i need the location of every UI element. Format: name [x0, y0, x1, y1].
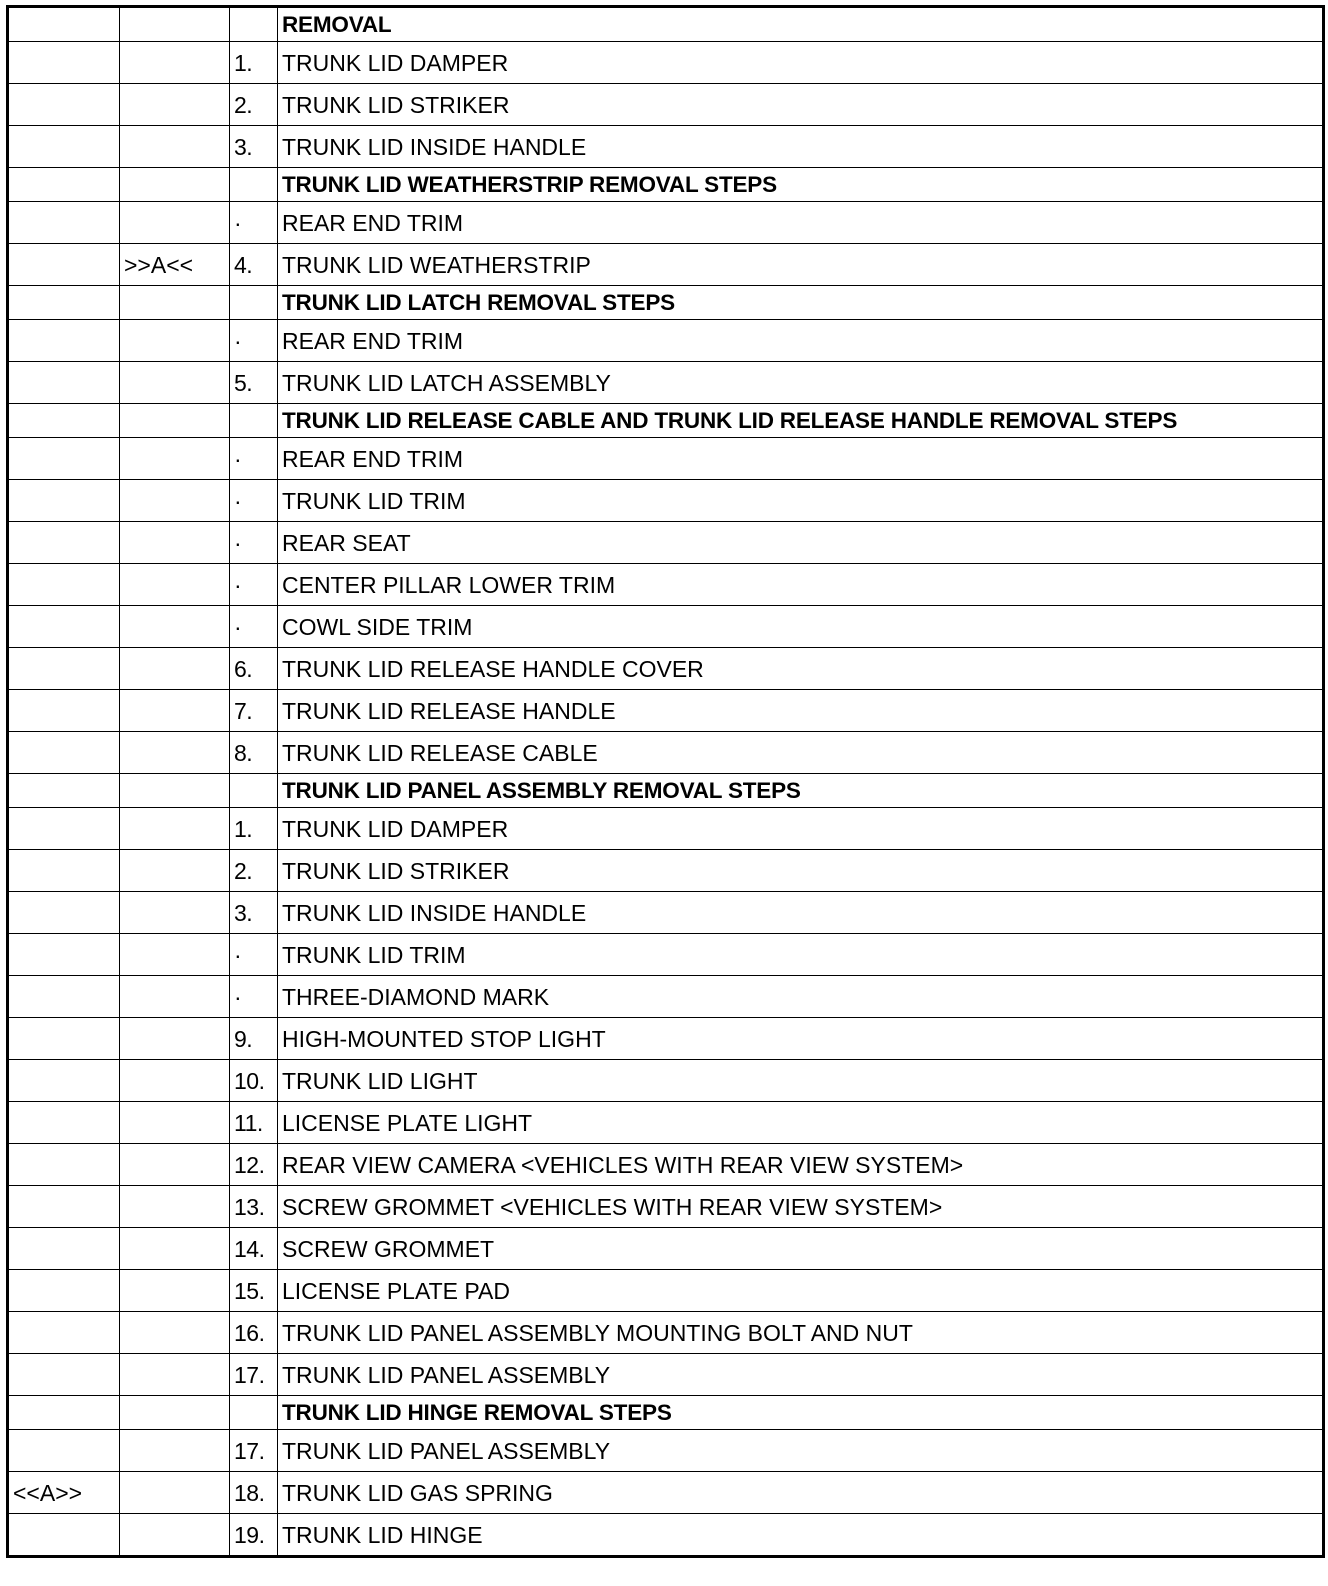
step-number-cell: 17. [230, 1354, 278, 1396]
step-number-cell [230, 1396, 278, 1430]
step-description-cell: TRUNK LID HINGE REMOVAL STEPS [278, 1396, 1324, 1430]
left-note-cell [8, 320, 120, 362]
step-description-cell: TRUNK LID TRIM [278, 480, 1324, 522]
table-body [8, 7, 1324, 1557]
table-row [8, 1514, 1324, 1557]
step-number-cell: 9. [230, 1018, 278, 1060]
left-note-cell [8, 892, 120, 934]
step-number-cell: 3. [230, 892, 278, 934]
mid-note-cell [120, 564, 230, 606]
mid-note-cell [120, 1228, 230, 1270]
step-number-cell: · [230, 438, 278, 480]
mid-note-cell [120, 1354, 230, 1396]
section-heading-row [8, 1396, 1324, 1430]
step-description-cell: TRUNK LID RELEASE HANDLE [278, 690, 1324, 732]
table-row [8, 1228, 1324, 1270]
mid-note-cell [120, 7, 230, 42]
mid-note-cell [120, 934, 230, 976]
step-description-cell: TRUNK LID PANEL ASSEMBLY MOUNTING BOLT AND NUT [278, 1312, 1324, 1354]
table-row [8, 480, 1324, 522]
left-note-cell [8, 850, 120, 892]
mid-note-cell [120, 1060, 230, 1102]
step-description-cell: SCREW GROMMET <VEHICLES WITH REAR VIEW SYSTEM> [278, 1186, 1324, 1228]
step-number-cell: 7. [230, 690, 278, 732]
table-row [8, 1472, 1324, 1514]
left-note-cell [8, 362, 120, 404]
left-note-cell [8, 84, 120, 126]
mid-note-cell [120, 202, 230, 244]
mid-note-cell [120, 1270, 230, 1312]
left-note-cell [8, 976, 120, 1018]
step-number-cell: 14. [230, 1228, 278, 1270]
step-description-cell: TRUNK LID TRIM [278, 934, 1324, 976]
section-heading-row [8, 404, 1324, 438]
step-number-cell: 2. [230, 84, 278, 126]
left-note-cell [8, 732, 120, 774]
step-description-cell: TRUNK LID LATCH ASSEMBLY [278, 362, 1324, 404]
table-row [8, 1144, 1324, 1186]
step-description-cell: TRUNK LID RELEASE CABLE [278, 732, 1324, 774]
left-note-cell [8, 1144, 120, 1186]
table-row [8, 320, 1324, 362]
table-row [8, 1102, 1324, 1144]
step-number-cell: 18. [230, 1472, 278, 1514]
step-number-cell: · [230, 976, 278, 1018]
table-row [8, 648, 1324, 690]
mid-note-cell [120, 320, 230, 362]
step-description-cell: COWL SIDE TRIM [278, 606, 1324, 648]
step-number-cell: 1. [230, 808, 278, 850]
left-note-cell [8, 1186, 120, 1228]
step-description-cell: TRUNK LID LATCH REMOVAL STEPS [278, 286, 1324, 320]
mid-note-cell [120, 1144, 230, 1186]
step-description-cell: REAR VIEW CAMERA <VEHICLES WITH REAR VIEW SYSTEM> [278, 1144, 1324, 1186]
left-note-cell [8, 404, 120, 438]
mid-note-cell [120, 1396, 230, 1430]
left-note-cell [8, 564, 120, 606]
mid-note-cell [120, 480, 230, 522]
mid-note-cell [120, 976, 230, 1018]
table-row [8, 1060, 1324, 1102]
mid-note-cell: >>A<< [120, 244, 230, 286]
step-number-cell: 2. [230, 850, 278, 892]
left-note-cell [8, 1312, 120, 1354]
left-note-cell [8, 168, 120, 202]
table-row [8, 522, 1324, 564]
step-description-cell: SCREW GROMMET [278, 1228, 1324, 1270]
step-description-cell: THREE-DIAMOND MARK [278, 976, 1324, 1018]
left-note-cell [8, 1102, 120, 1144]
left-note-cell [8, 480, 120, 522]
step-number-cell [230, 404, 278, 438]
step-number-cell [230, 286, 278, 320]
step-description-cell: REMOVAL [278, 7, 1324, 42]
step-description-cell: TRUNK LID GAS SPRING [278, 1472, 1324, 1514]
mid-note-cell [120, 168, 230, 202]
left-note-cell [8, 42, 120, 84]
left-note-cell [8, 244, 120, 286]
step-description-cell: TRUNK LID PANEL ASSEMBLY REMOVAL STEPS [278, 774, 1324, 808]
step-description-cell: TRUNK LID STRIKER [278, 84, 1324, 126]
left-note-cell [8, 648, 120, 690]
step-number-cell: · [230, 606, 278, 648]
left-note-cell [8, 1354, 120, 1396]
step-description-cell: TRUNK LID INSIDE HANDLE [278, 126, 1324, 168]
section-heading-row [8, 286, 1324, 320]
table-row [8, 976, 1324, 1018]
step-description-cell: TRUNK LID STRIKER [278, 850, 1324, 892]
section-heading-row [8, 168, 1324, 202]
step-number-cell: 10. [230, 1060, 278, 1102]
step-description-cell: TRUNK LID PANEL ASSEMBLY [278, 1430, 1324, 1472]
table-row [8, 892, 1324, 934]
step-description-cell: TRUNK LID RELEASE HANDLE COVER [278, 648, 1324, 690]
left-note-cell [8, 808, 120, 850]
table-row [8, 808, 1324, 850]
table-row [8, 850, 1324, 892]
table-row [8, 1018, 1324, 1060]
mid-note-cell [120, 1472, 230, 1514]
left-note-cell [8, 7, 120, 42]
section-heading-row [8, 774, 1324, 808]
step-number-cell: · [230, 202, 278, 244]
step-number-cell: 12. [230, 1144, 278, 1186]
mid-note-cell [120, 286, 230, 320]
step-description-cell: TRUNK LID LIGHT [278, 1060, 1324, 1102]
step-description-cell: TRUNK LID HINGE [278, 1514, 1324, 1557]
left-note-cell [8, 1018, 120, 1060]
step-number-cell: · [230, 564, 278, 606]
mid-note-cell [120, 732, 230, 774]
left-note-cell [8, 126, 120, 168]
step-number-cell: 6. [230, 648, 278, 690]
step-description-cell: TRUNK LID RELEASE CABLE AND TRUNK LID RELEASE HANDLE REMOVAL STEPS [278, 404, 1324, 438]
table-row [8, 690, 1324, 732]
step-number-cell [230, 168, 278, 202]
step-number-cell: 11. [230, 1102, 278, 1144]
mid-note-cell [120, 1312, 230, 1354]
step-description-cell: CENTER PILLAR LOWER TRIM [278, 564, 1324, 606]
step-number-cell: 8. [230, 732, 278, 774]
mid-note-cell [120, 1102, 230, 1144]
mid-note-cell [120, 774, 230, 808]
step-description-cell: LICENSE PLATE LIGHT [278, 1102, 1324, 1144]
mid-note-cell [120, 84, 230, 126]
mid-note-cell [120, 1186, 230, 1228]
step-number-cell: 4. [230, 244, 278, 286]
left-note-cell [8, 286, 120, 320]
table-row [8, 244, 1324, 286]
step-number-cell: 16. [230, 1312, 278, 1354]
mid-note-cell [120, 1430, 230, 1472]
step-number-cell [230, 774, 278, 808]
step-description-cell: TRUNK LID WEATHERSTRIP REMOVAL STEPS [278, 168, 1324, 202]
mid-note-cell [120, 850, 230, 892]
removal-procedure-table [6, 5, 1325, 1558]
mid-note-cell [120, 1514, 230, 1557]
mid-note-cell [120, 808, 230, 850]
left-note-cell [8, 690, 120, 732]
table-row [8, 1270, 1324, 1312]
step-description-cell: REAR END TRIM [278, 438, 1324, 480]
table-row [8, 564, 1324, 606]
step-number-cell: · [230, 934, 278, 976]
table-row [8, 42, 1324, 84]
table-row [8, 438, 1324, 480]
left-note-cell [8, 1514, 120, 1557]
left-note-cell [8, 934, 120, 976]
step-number-cell: · [230, 480, 278, 522]
step-number-cell: 5. [230, 362, 278, 404]
table-row [8, 84, 1324, 126]
left-note-cell: <<A>> [8, 1472, 120, 1514]
table-row [8, 362, 1324, 404]
step-number-cell: · [230, 522, 278, 564]
mid-note-cell [120, 606, 230, 648]
table-row [8, 202, 1324, 244]
left-note-cell [8, 1228, 120, 1270]
step-number-cell [230, 7, 278, 42]
step-number-cell: 3. [230, 126, 278, 168]
mid-note-cell [120, 42, 230, 84]
step-description-cell: TRUNK LID WEATHERSTRIP [278, 244, 1324, 286]
step-description-cell: REAR END TRIM [278, 320, 1324, 362]
step-description-cell: REAR SEAT [278, 522, 1324, 564]
mid-note-cell [120, 648, 230, 690]
step-description-cell: TRUNK LID PANEL ASSEMBLY [278, 1354, 1324, 1396]
left-note-cell [8, 606, 120, 648]
mid-note-cell [120, 690, 230, 732]
table-row [8, 1354, 1324, 1396]
step-number-cell: 15. [230, 1270, 278, 1312]
table-row [8, 1312, 1324, 1354]
step-description-cell: TRUNK LID DAMPER [278, 42, 1324, 84]
step-description-cell: HIGH-MOUNTED STOP LIGHT [278, 1018, 1324, 1060]
step-number-cell: · [230, 320, 278, 362]
step-number-cell: 13. [230, 1186, 278, 1228]
left-note-cell [8, 522, 120, 564]
table-row [8, 126, 1324, 168]
mid-note-cell [120, 404, 230, 438]
left-note-cell [8, 774, 120, 808]
left-note-cell [8, 438, 120, 480]
step-description-cell: TRUNK LID INSIDE HANDLE [278, 892, 1324, 934]
table-row [8, 732, 1324, 774]
section-heading-row [8, 7, 1324, 42]
mid-note-cell [120, 126, 230, 168]
step-number-cell: 1. [230, 42, 278, 84]
mid-note-cell [120, 1018, 230, 1060]
left-note-cell [8, 1270, 120, 1312]
step-number-cell: 17. [230, 1430, 278, 1472]
step-description-cell: REAR END TRIM [278, 202, 1324, 244]
step-number-cell: 19. [230, 1514, 278, 1557]
mid-note-cell [120, 362, 230, 404]
step-description-cell: LICENSE PLATE PAD [278, 1270, 1324, 1312]
left-note-cell [8, 202, 120, 244]
table-row [8, 934, 1324, 976]
mid-note-cell [120, 438, 230, 480]
left-note-cell [8, 1060, 120, 1102]
table-row [8, 1186, 1324, 1228]
step-description-cell: TRUNK LID DAMPER [278, 808, 1324, 850]
mid-note-cell [120, 522, 230, 564]
table-row [8, 606, 1324, 648]
left-note-cell [8, 1396, 120, 1430]
table-row [8, 1430, 1324, 1472]
mid-note-cell [120, 892, 230, 934]
left-note-cell [8, 1430, 120, 1472]
